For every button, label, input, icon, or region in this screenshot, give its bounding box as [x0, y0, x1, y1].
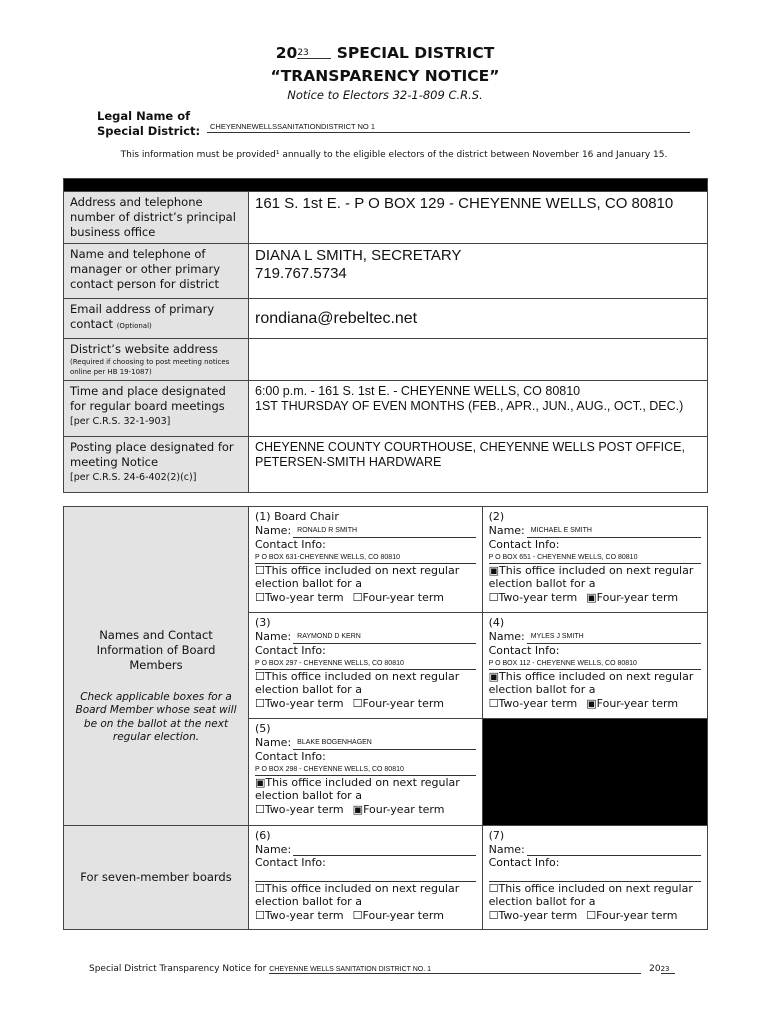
member-contact-field[interactable]: P O BOX 631-CHEYENNE WELLS, CO 80810	[255, 552, 476, 564]
ballot-text: This office included on next regular election ballot for a	[255, 881, 460, 908]
member-3	[249, 613, 483, 719]
name-label: Name:	[255, 523, 292, 537]
contact-label: Contact Info:	[488, 644, 560, 657]
board-section-label	[64, 507, 249, 826]
ballot-text: This office included on next regular election ballot for a	[255, 775, 460, 802]
two-year-label: Two-year term	[264, 908, 344, 922]
name-label: Name:	[488, 523, 525, 537]
member-name-field[interactable]	[293, 843, 475, 857]
two-year-checkbox[interactable]: ☐	[488, 908, 499, 922]
manager-label: Name and telephone of manager or other primary contact person for district	[64, 244, 249, 299]
four-year-checkbox[interactable]: ☐	[352, 908, 363, 922]
table-row	[64, 437, 708, 493]
table-row	[64, 339, 708, 381]
two-year-label: Two-year term	[498, 696, 578, 710]
ballot-checkbox[interactable]: ▣	[488, 669, 499, 683]
ballot-checkbox[interactable]: ☐	[255, 563, 265, 577]
two-year-checkbox[interactable]: ☐	[255, 696, 265, 710]
two-year-label: Two-year term	[498, 590, 578, 604]
footer-label: Special District Transparency Notice for	[89, 964, 267, 974]
table-row	[64, 299, 708, 339]
member-number: (1) Board Chair	[255, 510, 339, 523]
ballot-text: This office included on next regular election ballot for a	[488, 563, 694, 590]
district-info-table	[63, 178, 708, 493]
member-1	[249, 507, 483, 613]
two-year-checkbox[interactable]: ☐	[255, 802, 265, 816]
contact-label: Contact Info:	[488, 538, 560, 551]
meeting-label: Time and place designated for regular board meetings [per C.R.S. 32-1-903]	[64, 381, 249, 437]
ballot-checkbox[interactable]: ▣	[255, 775, 266, 789]
two-year-label: Two-year term	[498, 908, 578, 922]
four-year-label: Four-year term	[362, 908, 444, 922]
member-name-field[interactable]: RONALD R SMITH	[293, 524, 475, 539]
ballot-text: This office included on next regular election ballot for a	[488, 881, 693, 908]
email-label: Email address of primary contact (Optional)	[64, 299, 249, 339]
member-number: (5)	[255, 722, 271, 735]
member-contact-field[interactable]: P O BOX 112 - CHEYENNE WELLS, CO 80810	[489, 658, 701, 670]
member-contact-field[interactable]	[255, 870, 476, 882]
contact-label: Contact Info:	[255, 856, 326, 869]
board-section-note: Check applicable boxes for a Board Member whose seat will be on the ballot at the next regular election.	[75, 690, 237, 743]
member-name-field[interactable]	[527, 843, 701, 857]
table-header-bar	[64, 179, 708, 192]
four-year-label: Four-year term	[596, 696, 679, 710]
address-value: 161 S. 1st E. - P O BOX 129 - CHEYENNE WELLS, CO 80810	[255, 195, 674, 212]
two-year-label: Two-year term	[264, 590, 344, 604]
four-year-label: Four-year term	[362, 590, 444, 604]
footer	[89, 964, 675, 974]
ballot-text: This office included on next regular election ballot for a	[255, 563, 460, 590]
member-5	[249, 719, 483, 826]
ballot-checkbox[interactable]: ☐	[255, 669, 265, 683]
seven-member-label: For seven-member boards	[64, 826, 249, 930]
member-number: (3)	[255, 616, 271, 629]
four-year-label: Four-year term	[596, 908, 678, 922]
two-year-label: Two-year term	[264, 696, 344, 710]
two-year-checkbox[interactable]: ☐	[488, 590, 499, 604]
member-name-field[interactable]: MICHAEL E SMITH	[527, 524, 701, 539]
name-label: Name:	[255, 842, 292, 856]
ballot-checkbox[interactable]: ☐	[488, 881, 499, 895]
two-year-label: Two-year term	[264, 802, 344, 816]
email-value: rondiana@rebeltec.net	[255, 310, 418, 327]
legal-name-label: Legal Name of Special District:	[97, 109, 201, 138]
member-7	[482, 826, 707, 930]
manager-name: DIANA L SMITH, SECRETARY	[255, 247, 462, 264]
footer-year: 2023	[649, 964, 674, 974]
four-year-label: Four-year term	[362, 696, 444, 710]
manager-value-cell[interactable]	[249, 244, 708, 299]
member-6	[249, 826, 483, 930]
member-2	[482, 507, 707, 613]
contact-label: Contact Info:	[255, 750, 326, 763]
name-label: Name:	[488, 842, 525, 856]
member-name-field[interactable]: BLAKE BOGENHAGEN	[293, 736, 475, 751]
posting-label: Posting place designated for meeting Notice [per C.R.S. 24-6-402(2)(c)]	[64, 437, 249, 493]
ballot-text: This office included on next regular election ballot for a	[255, 669, 460, 696]
table-row	[64, 381, 708, 437]
website-label: District’s website address (Required if choosing to post meeting notices online per HB 19-1087)	[64, 339, 249, 381]
table-row	[64, 244, 708, 299]
four-year-checkbox[interactable]: ▣	[586, 696, 597, 710]
table-row	[64, 192, 708, 244]
contact-label: Contact Info:	[488, 856, 560, 869]
member-number: (2)	[488, 510, 505, 523]
meeting-place: 6:00 p.m. - 161 S. 1st E. - CHEYENNE WELLS, CO 80810	[255, 384, 581, 398]
member-number: (6)	[255, 829, 271, 842]
posting-place-2: PETERSEN-SMITH HARDWARE	[255, 455, 442, 469]
member-name-field[interactable]: RAYMOND D KERN	[293, 630, 475, 645]
two-year-checkbox[interactable]: ☐	[488, 696, 499, 710]
instruction-text: This information must be provided¹ annually to the eligible electors of the district between November 16 and January 15.	[120, 150, 668, 160]
four-year-checkbox[interactable]: ☐	[352, 590, 363, 604]
name-label: Name:	[255, 735, 292, 749]
blacked-out-cell	[482, 719, 707, 826]
two-year-checkbox[interactable]: ☐	[255, 908, 265, 922]
four-year-label: Four-year term	[363, 802, 445, 816]
four-year-checkbox[interactable]: ▣	[352, 802, 364, 816]
notice-title: 2023 SPECIAL DISTRICT	[275, 44, 495, 62]
contact-label: Contact Info:	[255, 644, 326, 657]
member-contact-field[interactable]: P O BOX 298 - CHEYENNE WELLS, CO 80810	[255, 764, 476, 776]
member-4	[482, 613, 707, 719]
meeting-value-cell[interactable]	[249, 381, 708, 437]
four-year-label: Four-year term	[596, 590, 679, 604]
email-value-cell[interactable]	[249, 299, 708, 339]
board-members-table	[63, 506, 708, 930]
footer-district-field[interactable]: CHEYENNE WELLS SANITATION DISTRICT NO. 1	[269, 966, 641, 974]
four-year-checkbox[interactable]: ▣	[586, 590, 597, 604]
name-label: Name:	[255, 629, 292, 643]
address-label: Address and telephone number of district’s principal business office	[64, 192, 249, 244]
two-year-checkbox[interactable]: ☐	[255, 590, 265, 604]
meeting-schedule: 1ST THURSDAY OF EVEN MONTHS (FEB., APR., JUN., AUG., OCT., DEC.)	[255, 399, 684, 413]
ballot-checkbox[interactable]: ☐	[255, 881, 265, 895]
member-number: (7)	[488, 829, 505, 842]
member-name-field[interactable]: MYLES J SMITH	[527, 630, 701, 645]
notice-subtitle-heading: “TRANSPARENCY NOTICE”	[270, 67, 500, 85]
legal-name-field[interactable]: CHEYENNEWELLSSANITATIONDISTRICT NO 1	[207, 121, 690, 133]
statute-reference: Notice to Electors 32-1-809 C.R.S.	[287, 88, 483, 102]
four-year-checkbox[interactable]: ☐	[586, 908, 597, 922]
board-section-title: Names and Contact Information of Board Members	[96, 627, 216, 672]
posting-place: CHEYENNE COUNTY COURTHOUSE, CHEYENNE WELLS POST OFFICE,	[255, 440, 685, 454]
member-contact-field[interactable]	[489, 870, 701, 882]
member-contact-field[interactable]: P O BOX 651 - CHEYENNE WELLS, CO 80810	[489, 552, 701, 564]
manager-phone: 719.767.5734	[255, 265, 347, 282]
posting-value-cell[interactable]	[249, 437, 708, 493]
contact-label: Contact Info:	[255, 538, 326, 551]
website-value-cell[interactable]	[249, 339, 708, 381]
four-year-checkbox[interactable]: ☐	[352, 696, 363, 710]
member-contact-field[interactable]: P O BOX 297 - CHEYENNE WELLS, CO 80810	[255, 658, 476, 670]
name-label: Name:	[488, 629, 525, 643]
address-value-cell[interactable]	[249, 192, 708, 244]
ballot-checkbox[interactable]: ▣	[488, 563, 499, 577]
ballot-text: This office included on next regular election ballot for a	[488, 669, 694, 696]
member-number: (4)	[488, 616, 505, 629]
year-field[interactable]: 23	[297, 48, 331, 59]
